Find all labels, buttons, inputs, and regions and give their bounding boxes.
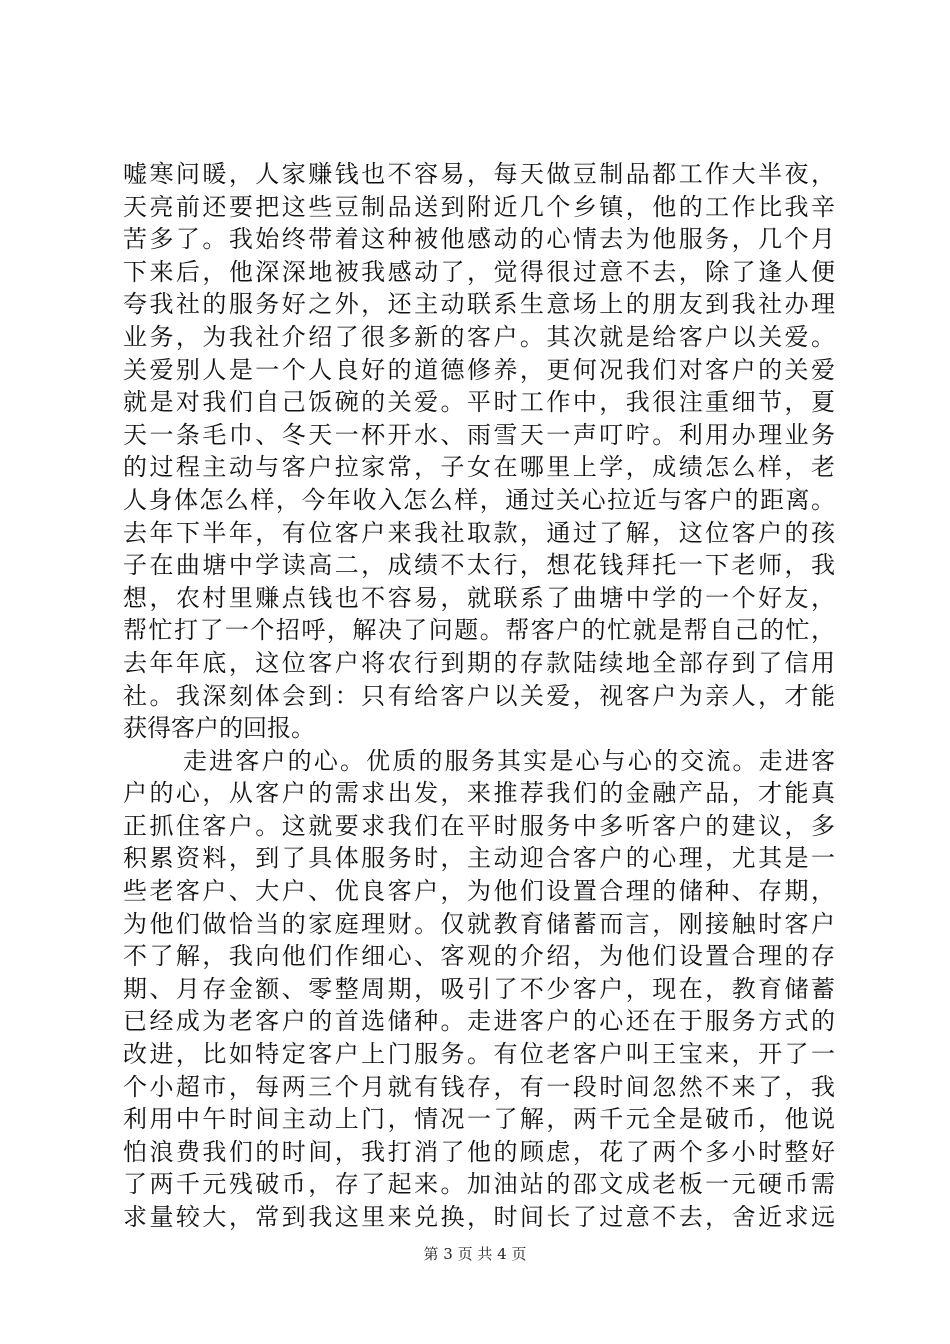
- text-line: 利用中午时间主动上门，情况一了解，两千元全是破币，他说: [123, 1105, 835, 1134]
- text-line: 天一条毛巾、冬天一杯开水、雨雪天一声叮咛。利用办理业务: [123, 420, 835, 449]
- text-line: 改进，比如特定客户上门服务。有位老客户叫王宝来，开了一: [123, 1040, 835, 1069]
- text-line: 关爱别人是一个人良好的道德修养，更何况我们对客户的关爱: [123, 355, 835, 384]
- page-number-footer: 第 3 页 共 4 页: [423, 1245, 527, 1263]
- text-line: 嘘寒问暖，人家赚钱也不容易，每天做豆制品都工作大半夜，: [123, 160, 835, 188]
- text-line: 帮忙打了一个招呼，解决了问题。帮客户的忙就是帮自己的忙，: [123, 616, 835, 645]
- text-line: 人身体怎么样，今年收入怎么样，通过关心拉近与客户的距离。: [123, 485, 835, 514]
- text-line: 求量较大，常到我这里来兑换，时间长了过意不去，舍近求远: [123, 1203, 835, 1231]
- text-line: 期、月存金额、零整周期，吸引了不少客户，现在，教育储蓄: [123, 974, 835, 1003]
- text-line: 不了解，我向他们作细心、客观的介绍，为他们设置合理的存: [123, 942, 835, 971]
- text-line: 下来后，他深深地被我感动了，觉得很过意不去，除了逢人便: [123, 257, 835, 286]
- text-line: 户的心，从客户的需求出发，来推荐我们的金融产品，才能真: [123, 779, 835, 808]
- text-line: 社。我深刻体会到：只有给客户以关爱，视客户为亲人，才能: [123, 681, 835, 710]
- body-text: [123, 158, 835, 1234]
- text-line: 就是对我们自己饭碗的关爱。平时工作中，我很注重细节，夏: [123, 388, 835, 417]
- paragraph-start-line: 走进客户的心。优质的服务其实是心与心的交流。走进客: [183, 746, 835, 775]
- text-line: 正抓住客户。这就要求我们在平时服务中多听客户的建议，多: [123, 811, 835, 840]
- text-line: 夸我社的服务好之外，还主动联系生意场上的朋友到我社办理: [123, 290, 835, 319]
- text-line: 天亮前还要把这些豆制品送到附近几个乡镇，他的工作比我辛: [123, 192, 835, 221]
- text-line: 积累资料，到了具体服务时，主动迎合客户的心理，尤其是一: [123, 844, 835, 873]
- text-line: 些老客户、大户、优良客户，为他们设置合理的储种、存期，: [123, 877, 835, 906]
- text-line: 想，农村里赚点钱也不容易，就联系了曲塘中学的一个好友，: [123, 583, 835, 612]
- text-line: 为他们做恰当的家庭理财。仅就教育储蓄而言，刚接触时客户: [123, 909, 835, 938]
- text-line: 已经成为老客户的首选储种。走进客户的心还在于服务方式的: [123, 1007, 835, 1036]
- text-line: 子在曲塘中学读高二，成绩不太行，想花钱拜托一下老师，我: [123, 551, 835, 580]
- text-line: 苦多了。我始终带着这种被他感动的心情去为他服务，几个月: [123, 225, 835, 254]
- text-line: 获得客户的回报。: [123, 714, 315, 743]
- text-line: 个小超市，每两三个月就有钱存，有一段时间忽然不来了，我: [123, 1072, 835, 1101]
- text-line: 去年下半年，有位客户来我社取款，通过了解，这位客户的孩: [123, 518, 835, 547]
- text-line: 去年年底，这位客户将农行到期的存款陆续地全部存到了信用: [123, 648, 835, 677]
- text-line: 了两千元残破币，存了起来。加油站的邵文成老板一元硬币需: [123, 1170, 835, 1199]
- text-line: 的过程主动与客户拉家常，子女在哪里上学，成绩怎么样，老: [123, 453, 835, 482]
- text-line: 怕浪费我们的时间，我打消了他的顾虑，花了两个多小时整好: [123, 1137, 835, 1166]
- text-line: 业务，为我社介绍了很多新的客户。其次就是给客户以关爱。: [123, 322, 835, 351]
